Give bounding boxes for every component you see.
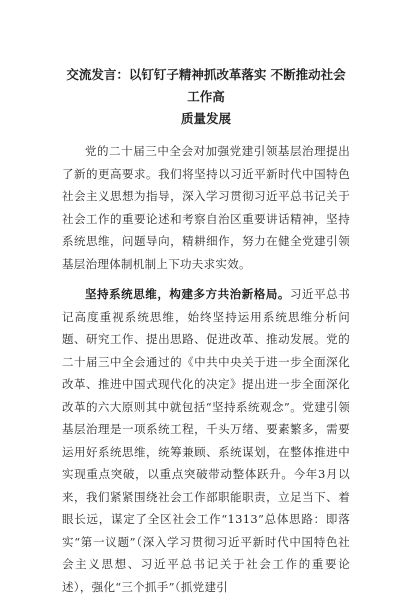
paragraph-intro: 党的二十届三中全会对加强党建引领基层治理提出了新的更高要求。我们将坚持以习近平新时代中国特色社会主义思想为指导，深入学习贯彻习近平总书记关于社会工作的重要论述和考察自治区重要讲话精神，坚持系统思维，问题导向，精耕细作，努力在健全党建引领基层治理体制机制上下功夫求实效。 — [62, 144, 350, 271]
document-title — [62, 64, 350, 130]
title-line-1: 交流发言：以钉钉子精神抓改革落实 不断推动社会工作高 — [66, 67, 346, 104]
title-line-2: 质量发展 — [180, 111, 231, 126]
paragraph-systems-thinking — [62, 283, 350, 598]
paragraph-body: 习近平总书记高度重视系统思维，始终坚持运用系统思维分析问题、研究工作、提出思路、促进改革、推动发展。党的二十届三中全会通过的《中共中央关于进一步全面深化改革、推进中国式现代化的决定》提出进一步全面深化改革的六大原则其中就包括“坚持系统观念”。党建引领基层治理是一项系统工程，千头万绪、要素繁多，需要运用好系统思维，统筹兼顾、系统谋划，在整体推进中实现重点突破，以重点突破带动整体跃升。今年3月以来，我们紧紧围绕社会工作部职能职责，立足当下、着眼长远，谋定了全区社会工作“1313”总体思路：即落实“第一议题”（深入学习贯彻习近平新时代中国特色社会主义思想、习近平总书记关于社会工作的重要论述），强化“三个抓手”（抓党建引 — [62, 287, 350, 594]
paragraph-lead-heading: 坚持系统思维，构建多方共治新格局。 — [85, 287, 290, 301]
